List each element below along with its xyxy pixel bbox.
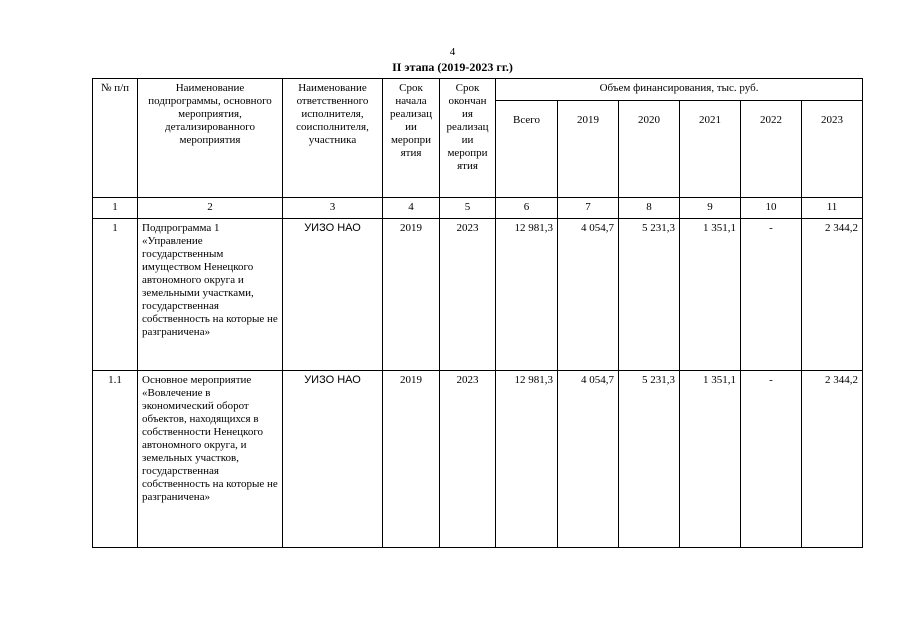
row-year-2019: 4 054,7: [558, 219, 619, 371]
header-year-2021: 2021: [680, 101, 741, 198]
header-total: Всего: [496, 101, 558, 198]
header-num: № п/п: [93, 79, 138, 198]
row-name: Основное мероприятие «Вовлечение в экономический оборот объектов, находящихся в собственности Ненецкого автономного округа, и земельных участков, государственная собственность на которые не разграничена»: [138, 371, 283, 548]
row-end: 2023: [440, 219, 496, 371]
row-num: 1: [93, 219, 138, 371]
row-year-2021: 1 351,1: [680, 219, 741, 371]
header-start: Срок начала реализац ии меропри ятия: [383, 79, 440, 198]
column-index: 8: [619, 198, 680, 219]
row-year-2020: 5 231,3: [619, 371, 680, 548]
financing-table: [92, 78, 863, 548]
row-year-2023: 2 344,2: [802, 219, 863, 371]
column-index-row: [93, 198, 863, 219]
row-executor: УИЗО НАО: [283, 219, 383, 371]
row-name: Подпрограмма 1 «Управление государственным имуществом Ненецкого автономного округа и земельными участками, государственная собственность на которые не разграничена»: [138, 219, 283, 371]
column-index: 11: [802, 198, 863, 219]
row-year-2021: 1 351,1: [680, 371, 741, 548]
header-end: Срок окончан ия реализац ии меропри ятия: [440, 79, 496, 198]
row-total: 12 981,3: [496, 219, 558, 371]
column-index: 7: [558, 198, 619, 219]
row-start: 2019: [383, 371, 440, 548]
header-year-2023: 2023: [802, 101, 863, 198]
row-year-2022: -: [741, 371, 802, 548]
header-funding-group: Объем финансирования, тыс. руб.: [496, 79, 863, 101]
row-end: 2023: [440, 371, 496, 548]
column-index: 4: [383, 198, 440, 219]
row-year-2023: 2 344,2: [802, 371, 863, 548]
header-row-top: [93, 79, 863, 101]
column-index: 5: [440, 198, 496, 219]
table-row: [93, 371, 863, 548]
stage-title: II этапа (2019-2023 гг.): [392, 60, 513, 74]
header-year-2019: 2019: [558, 101, 619, 198]
table-row: [93, 219, 863, 371]
header-executor: Наименование ответственного исполнителя, соисполнителя, участника: [283, 79, 383, 198]
header-year-2020: 2020: [619, 101, 680, 198]
row-num: 1.1: [93, 371, 138, 548]
row-total: 12 981,3: [496, 371, 558, 548]
column-index: 6: [496, 198, 558, 219]
column-index: 1: [93, 198, 138, 219]
column-index: 9: [680, 198, 741, 219]
row-year-2019: 4 054,7: [558, 371, 619, 548]
row-year-2020: 5 231,3: [619, 219, 680, 371]
column-index: 3: [283, 198, 383, 219]
row-year-2022: -: [741, 219, 802, 371]
column-index: 10: [741, 198, 802, 219]
column-index: 2: [138, 198, 283, 219]
page-number: 4: [449, 46, 456, 58]
row-executor: УИЗО НАО: [283, 371, 383, 548]
row-start: 2019: [383, 219, 440, 371]
header-name: Наименование подпрограммы, основного мероприятия, детализированного мероприятия: [138, 79, 283, 198]
header-year-2022: 2022: [741, 101, 802, 198]
